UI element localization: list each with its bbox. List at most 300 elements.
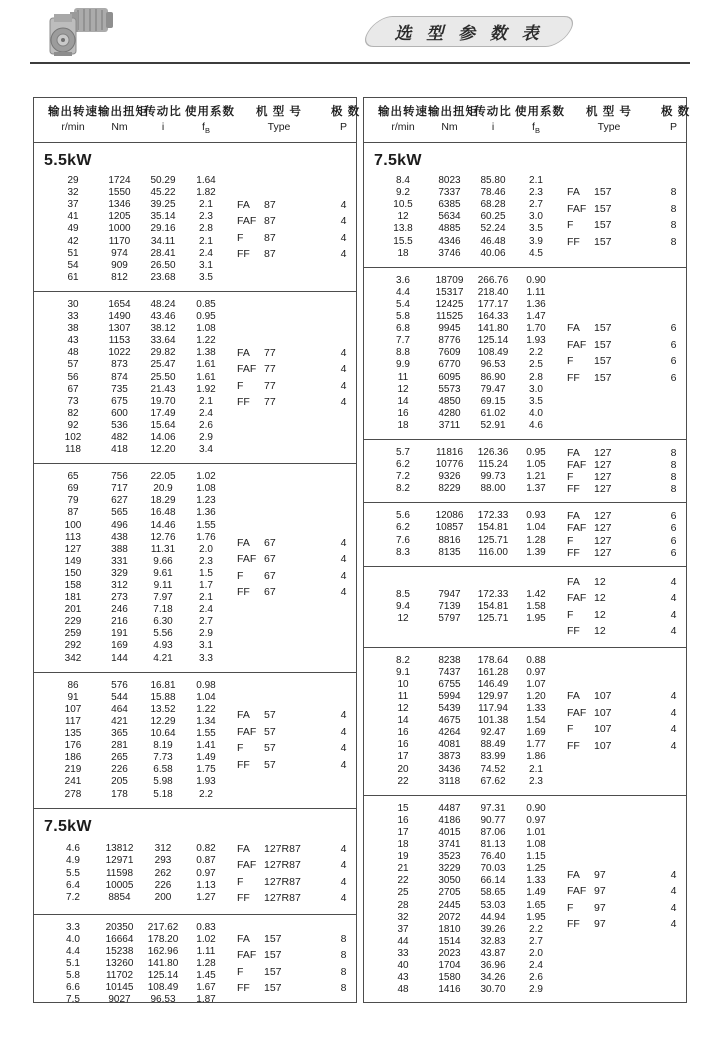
output-torque-cell: 1307 [108, 323, 131, 335]
service-factor-cell: 3.1 [199, 640, 213, 652]
output-torque-cell: 1490 [108, 311, 131, 323]
type-prefix: FAF [237, 215, 257, 228]
output-speed-cell: 18 [397, 419, 409, 431]
output-speed-cell: 82 [67, 407, 79, 419]
column-header-unit-text: P [339, 121, 347, 133]
column-header-zh: 输出转速 [48, 106, 98, 118]
ratio-cell: 108.49 [147, 982, 179, 994]
table-row [364, 287, 557, 299]
table-row [364, 667, 557, 679]
parameter-block [34, 808, 356, 914]
output-torque-cell: 18709 [435, 274, 464, 286]
output-torque-cell: 226 [111, 764, 128, 776]
table-row [34, 752, 227, 764]
column-header-unit [378, 120, 428, 134]
type-list [557, 447, 686, 495]
service-factor-cell: 2.2 [529, 923, 543, 935]
output-torque-cell: 6755 [438, 678, 461, 690]
ratio-cell: 20.9 [153, 483, 173, 495]
service-factor-cell: 1.34 [196, 715, 216, 727]
service-factor-cell: 0.82 [196, 843, 216, 855]
ratio-cell: 116.00 [478, 546, 508, 558]
type-size: 127R87 [264, 842, 301, 855]
data-rows [364, 447, 557, 495]
output-torque-cell: 6385 [438, 199, 461, 211]
output-speed-cell: 259 [64, 628, 82, 640]
poles-value: 8 [340, 932, 347, 945]
ratio-cell: 99.73 [480, 471, 506, 483]
output-speed-cell: 16 [397, 814, 409, 826]
output-torque-cell: 6770 [438, 359, 461, 371]
output-speed-cell: 292 [64, 640, 82, 652]
ratio-cell: 16.48 [150, 507, 176, 519]
table-row [364, 372, 557, 384]
output-torque-cell: 10776 [435, 459, 464, 471]
output-speed-cell: 51 [67, 247, 79, 259]
column-header [98, 104, 148, 138]
service-factor-cell: 1.61 [196, 371, 216, 383]
service-factor-cell: 0.97 [526, 814, 546, 826]
type-row [557, 447, 686, 459]
ratio-cell: 13.52 [150, 703, 176, 715]
output-speed-cell: 278 [64, 788, 82, 800]
block-body [34, 841, 356, 907]
output-torque-cell: 9326 [438, 471, 461, 483]
table-row [34, 716, 227, 728]
output-speed-cell: 22 [397, 775, 409, 787]
service-factor-cell: 3.9 [529, 235, 543, 247]
parameter-table-right [363, 97, 691, 1003]
ratio-cell: 9.11 [153, 580, 173, 591]
type-prefix: F [567, 471, 574, 484]
output-torque-cell: 2072 [438, 911, 461, 923]
output-torque-cell: 4015 [438, 826, 461, 838]
table-row [364, 601, 557, 613]
service-factor-cell: 2.5 [529, 359, 543, 371]
ratio-cell: 79.47 [480, 383, 506, 395]
type-size: 107 [594, 723, 612, 736]
column-header-unit-text: f [532, 121, 535, 133]
column-header-unit-text: Type [267, 121, 291, 133]
output-torque-cell: 3746 [438, 247, 461, 259]
type-row [557, 547, 686, 559]
table-row [364, 459, 557, 471]
output-torque-cell: 4675 [438, 715, 461, 727]
output-torque-cell: 717 [111, 483, 128, 495]
column-header-unit-text: i [161, 121, 165, 133]
service-factor-cell: 1.07 [526, 678, 546, 690]
service-factor-cell: 1.5 [199, 567, 213, 579]
type-row [227, 874, 356, 891]
table-row [34, 396, 227, 408]
type-list [227, 535, 356, 601]
output-torque-cell: 3436 [438, 763, 461, 775]
table-row [364, 924, 557, 936]
ratio-cell: 4.21 [153, 652, 173, 664]
output-torque-cell: 8854 [108, 891, 131, 903]
service-factor-cell: 1.28 [196, 957, 216, 969]
type-row [557, 623, 686, 640]
ratio-cell: 10.64 [150, 728, 176, 740]
type-prefix: FA [237, 536, 250, 549]
output-torque-cell: 11525 [435, 311, 464, 323]
column-header-zh: 输出扭矩 [428, 106, 478, 118]
poles-value: 4 [670, 723, 677, 736]
output-speed-cell: 14 [397, 715, 409, 727]
type-list [557, 184, 686, 250]
table-row [364, 948, 557, 960]
service-factor-cell: 1.08 [196, 483, 216, 495]
ratio-cell: 117.94 [478, 703, 508, 715]
column-header-unit-text: f [202, 121, 205, 133]
type-prefix: F [237, 231, 244, 244]
column-header-unit-text: Type [597, 121, 621, 133]
type-row [557, 900, 686, 917]
service-factor-cell: 0.95 [196, 311, 216, 323]
data-rows [34, 471, 227, 665]
type-prefix: F [567, 723, 574, 736]
column-header [331, 104, 361, 138]
type-row [557, 721, 686, 738]
type-size: 107 [594, 690, 612, 703]
parameter-block [364, 439, 686, 502]
output-speed-cell: 5.5 [66, 867, 80, 879]
service-factor-cell: 1.76 [196, 531, 216, 543]
page-header [0, 0, 710, 62]
service-factor-cell: 2.1 [199, 395, 213, 407]
output-speed-cell: 15.5 [393, 235, 413, 247]
output-speed-cell: 9.4 [396, 600, 410, 612]
type-size: 97 [594, 901, 606, 914]
service-factor-cell: 1.77 [526, 739, 546, 751]
service-factor-cell: 2.1 [199, 592, 213, 604]
type-row [557, 883, 686, 900]
output-speed-cell: 6.6 [66, 982, 80, 994]
poles-value: 4 [670, 625, 677, 638]
table-row [34, 994, 227, 1006]
ratio-cell: 34.26 [480, 972, 506, 984]
ratio-cell: 50.29 [150, 175, 176, 187]
ratio-cell: 178.20 [147, 933, 179, 945]
table-row [34, 946, 227, 958]
parameter-block [364, 143, 686, 267]
type-size: 67 [264, 569, 276, 582]
output-speed-cell: 87 [67, 507, 79, 519]
column-header [661, 104, 691, 138]
type-row [227, 757, 356, 774]
table-row [364, 299, 557, 311]
type-row [227, 890, 356, 907]
service-factor-cell: 1.22 [196, 703, 216, 715]
output-speed-cell: 43 [67, 335, 79, 347]
type-prefix: FF [567, 739, 580, 752]
type-size: 87 [264, 198, 276, 211]
output-speed-cell: 6.2 [396, 522, 410, 534]
output-torque-cell: 438 [111, 531, 128, 543]
output-torque-cell: 9027 [108, 994, 131, 1006]
ratio-cell: 36.96 [480, 959, 506, 971]
output-torque-cell: 8816 [438, 534, 461, 546]
service-factor-cell: 1.02 [196, 933, 216, 945]
column-header-zh: 机 型 号 [586, 106, 632, 118]
output-torque-cell: 3711 [438, 419, 461, 431]
ratio-cell: 33.64 [150, 335, 176, 347]
service-factor-cell: 1.69 [526, 727, 546, 739]
ratio-cell: 43.87 [480, 947, 506, 959]
output-speed-cell: 7.2 [66, 891, 80, 903]
service-factor-cell: 1.87 [196, 994, 216, 1006]
output-speed-cell: 48 [397, 984, 409, 996]
output-torque-cell: 6095 [438, 371, 461, 383]
type-list [557, 867, 686, 933]
table-row [34, 507, 227, 519]
ratio-cell: 25.47 [150, 359, 176, 371]
type-prefix: FAF [567, 592, 587, 605]
output-speed-cell: 9.2 [396, 187, 410, 199]
poles-value: 4 [340, 586, 347, 599]
poles-value: 4 [340, 363, 347, 376]
type-row [557, 234, 686, 251]
table-row [34, 628, 227, 640]
output-speed-cell: 186 [64, 752, 82, 764]
service-factor-cell: 1.65 [526, 899, 546, 911]
ratio-cell: 293 [154, 855, 172, 867]
type-size: 157 [264, 932, 282, 945]
output-speed-cell: 69 [67, 483, 79, 495]
output-speed-cell: 37 [397, 923, 409, 935]
ratio-cell: 7.97 [153, 592, 173, 604]
ratio-cell: 12.76 [150, 531, 176, 543]
service-factor-cell: 0.85 [196, 298, 216, 310]
output-torque-cell: 576 [111, 679, 128, 691]
ratio-cell: 9.66 [153, 555, 173, 567]
output-torque-cell: 178 [111, 788, 128, 800]
output-torque-cell: 12086 [435, 510, 464, 522]
ratio-cell: 4.93 [153, 640, 173, 652]
output-torque-cell: 12425 [435, 298, 464, 310]
type-row [227, 857, 356, 874]
service-factor-cell: 2.7 [199, 616, 213, 628]
table-row [34, 260, 227, 272]
poles-value: 4 [340, 725, 347, 738]
column-header-unit [471, 120, 515, 134]
type-size: 12 [594, 608, 606, 621]
table-row [364, 547, 557, 559]
service-factor-cell: 0.87 [196, 855, 216, 867]
table-row [364, 972, 557, 984]
service-factor-cell: 1.36 [196, 507, 216, 519]
ratio-cell: 5.18 [153, 788, 173, 800]
ratio-cell: 200 [154, 891, 172, 903]
output-torque-cell: 205 [111, 776, 128, 788]
output-speed-cell: 16 [397, 407, 409, 419]
ratio-cell: 172.33 [477, 588, 509, 600]
type-size: 97 [594, 885, 606, 897]
type-row [227, 707, 356, 724]
table-row [34, 776, 227, 788]
ratio-cell: 178.64 [477, 654, 509, 666]
table-row [364, 887, 557, 899]
output-speed-cell: 181 [64, 592, 82, 604]
service-factor-cell: 0.88 [526, 654, 546, 666]
service-factor-cell: 1.37 [526, 483, 546, 495]
column-header [515, 104, 565, 138]
type-prefix: FAF [237, 949, 257, 962]
parameter-block [34, 672, 356, 808]
data-rows [364, 175, 557, 260]
table-row [364, 851, 557, 863]
table-row [34, 175, 227, 187]
service-factor-cell: 1.45 [196, 969, 216, 981]
type-size: 157 [594, 202, 612, 215]
poles-value: 8 [670, 446, 677, 459]
output-torque-cell: 265 [111, 752, 128, 764]
service-factor-cell: 1.08 [526, 839, 546, 851]
type-prefix: F [567, 219, 574, 232]
type-row [557, 370, 686, 387]
type-row [557, 522, 686, 534]
service-factor-cell: 2.2 [529, 347, 543, 359]
output-speed-cell: 17 [397, 751, 409, 763]
output-speed-cell: 92 [67, 419, 79, 431]
ratio-cell: 61.02 [480, 407, 506, 419]
poles-value: 4 [340, 379, 347, 392]
type-size: 157 [264, 949, 282, 962]
ratio-cell: 9.61 [153, 567, 173, 579]
output-speed-cell: 14 [397, 395, 409, 407]
table-row [364, 764, 557, 776]
column-header-zh: 极 数 [331, 106, 361, 118]
poles-value: 4 [670, 575, 677, 588]
ratio-cell: 161.28 [477, 666, 509, 678]
output-torque-cell: 4186 [438, 814, 461, 826]
output-speed-cell: 91 [67, 691, 79, 703]
poles-value: 4 [340, 758, 347, 771]
column-header [141, 104, 185, 138]
output-torque-cell: 3229 [438, 863, 461, 875]
ratio-cell: 43.46 [150, 311, 176, 323]
output-speed-cell: 37 [67, 199, 79, 211]
service-factor-cell: 0.90 [526, 802, 546, 814]
type-prefix: FA [567, 868, 580, 881]
type-size: 157 [594, 322, 612, 335]
type-size: 77 [264, 363, 276, 376]
service-factor-cell: 2.9 [199, 628, 213, 640]
table-row [364, 803, 557, 815]
column-header [48, 104, 98, 138]
type-row [557, 574, 686, 591]
output-torque-cell: 8023 [438, 175, 461, 187]
data-rows [364, 589, 557, 625]
column-header [378, 104, 428, 138]
output-torque-cell: 7947 [438, 588, 461, 600]
table-row [364, 447, 557, 459]
table-row [364, 751, 557, 763]
poles-value: 4 [670, 608, 677, 621]
block-body [34, 175, 356, 284]
output-torque-cell: 3118 [438, 775, 461, 787]
service-factor-cell: 1.20 [526, 691, 546, 702]
type-prefix: F [237, 742, 244, 755]
output-speed-cell: 8.4 [396, 175, 410, 187]
output-torque-cell: 8229 [438, 483, 461, 495]
type-row [227, 931, 356, 948]
header-divider [30, 62, 690, 64]
output-speed-cell: 22 [397, 875, 409, 887]
service-factor-cell: 2.4 [199, 247, 213, 259]
ratio-cell: 126.36 [477, 446, 509, 458]
output-speed-cell: 28 [397, 899, 409, 911]
column-header-unit [185, 120, 227, 138]
table-row [34, 372, 227, 384]
ratio-cell: 68.28 [480, 199, 506, 211]
type-size: 157 [594, 219, 612, 232]
type-row [557, 510, 686, 522]
output-torque-cell: 312 [111, 580, 128, 591]
table-row [364, 815, 557, 827]
ratio-cell: 87.06 [480, 826, 506, 838]
ratio-cell: 15.64 [150, 419, 176, 431]
output-speed-cell: 7.6 [396, 534, 410, 546]
ratio-cell: 16.81 [150, 679, 176, 691]
output-torque-cell: 627 [111, 495, 128, 507]
table-row [34, 199, 227, 211]
output-torque-cell: 1580 [438, 972, 461, 984]
type-prefix: FF [237, 586, 250, 599]
output-torque-cell: 1550 [108, 187, 131, 199]
output-torque-cell: 3050 [438, 875, 461, 887]
output-speed-cell: 16 [397, 739, 409, 751]
parameter-block [364, 566, 686, 647]
table-row [364, 223, 557, 235]
service-factor-cell: 2.3 [529, 187, 543, 199]
type-list [227, 707, 356, 773]
table-row [34, 580, 227, 592]
ratio-cell: 101.38 [477, 715, 509, 727]
parameter-block [364, 795, 686, 1004]
service-factor-cell: 1.36 [526, 298, 546, 310]
type-size: 127 [594, 483, 612, 496]
table-header [364, 98, 691, 143]
parameter-table-left [33, 97, 361, 1006]
table-row [364, 335, 557, 347]
type-size: 57 [264, 742, 276, 755]
output-speed-cell: 49 [67, 223, 79, 235]
ratio-cell: 21.43 [150, 383, 176, 395]
column-header-zh: 传动比 [474, 106, 512, 118]
block-body [364, 447, 686, 495]
output-speed-cell: 73 [67, 395, 79, 407]
type-size: 157 [594, 186, 612, 199]
output-speed-cell: 100 [64, 519, 82, 531]
service-factor-cell: 1.54 [526, 715, 546, 727]
table-row [34, 236, 227, 248]
output-speed-cell: 38 [67, 323, 79, 335]
output-speed-cell: 7.2 [396, 471, 410, 483]
type-size: 57 [264, 758, 276, 771]
service-factor-cell: 1.93 [526, 335, 546, 347]
poles-value: 4 [670, 739, 677, 752]
poles-value: 8 [340, 982, 347, 995]
data-rows [34, 680, 227, 801]
output-torque-cell: 5797 [438, 612, 461, 624]
table-row [34, 704, 227, 716]
service-factor-cell: 0.90 [526, 274, 546, 286]
poles-value: 6 [670, 355, 677, 368]
table-row [34, 187, 227, 199]
table-row [364, 776, 557, 788]
ratio-cell: 17.49 [150, 407, 176, 419]
